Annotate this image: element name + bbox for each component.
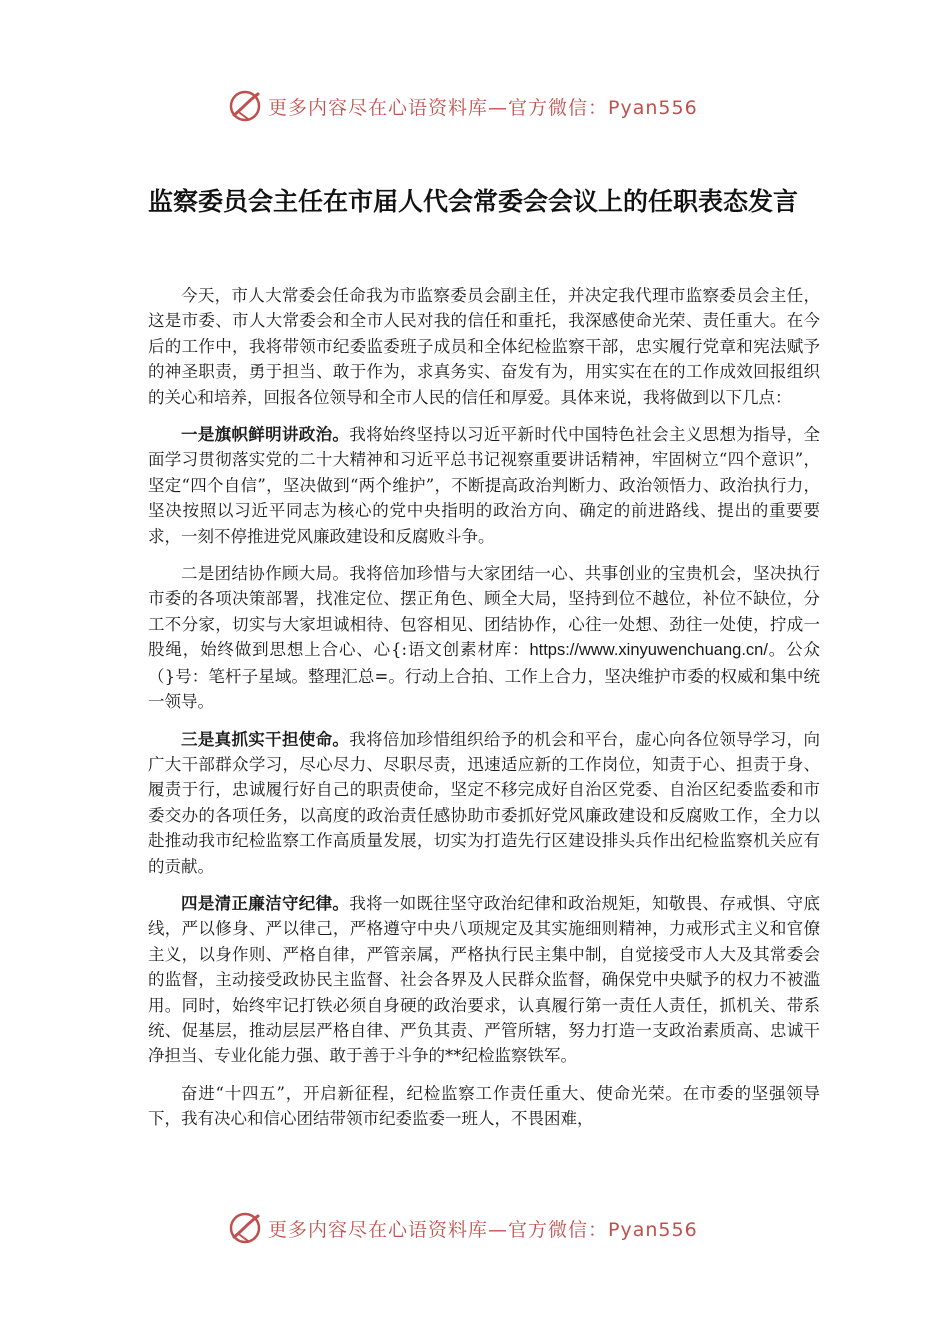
logo-icon xyxy=(228,89,262,123)
point-heading: 一是旗帜鲜明讲政治。 xyxy=(181,425,350,445)
paragraph-point-1: 一是旗帜鲜明讲政治。我将始终坚持以习近平新时代中国特色社会主义思想为指导，全面学习贯彻落实党的二十大精神和习近平总书记视察重要讲话精神，牢固树立“四个意识”，坚定“四个自信”，坚决做到“两个维护”，不断提高政治判断力、政治领悟力、政治执行力，坚决按照以习近平同志为核心的党中央指明的政治方向、确定的前进路线、提出的重要要求，一刻不停推进党风廉政建设和反腐败斗争。 xyxy=(148,425,821,546)
paragraph-intro: 今天，市人大常委会任命我为市监察委员会副主任，并决定我代理市监察委员会主任，这是市委、市人大常委会和全市人民对我的信任和重托，我深感使命光荣、责任重大。在今后的工作中，我将带领市纪委监委班子成员和全体纪检监察干部，忠实履行党章和宪法赋予的神圣职责，勇于担当、敢于作为，求真务实、奋发有为，用实实在在的工作成效回报组织的关心和培养，回报各位领导和全市人民的信任和厚爱。具体来说，我将做到以下几点： xyxy=(148,286,820,407)
point-heading: 四是清正廉洁守纪律。 xyxy=(181,893,350,913)
banner-text: 更多内容尽在心语资料库—官方微信：Pyan556 xyxy=(268,1218,698,1241)
page-title: 监察委员会主任在市届人代会常委会会议上的任职表态发言 xyxy=(148,187,799,216)
paragraph-point-4: 四是清正廉洁守纪律。我将一如既往坚守政治纪律和政治规矩，知敬畏、存戒惧、守底线，严以修身、严以律己，严格遵守中央八项规定及其实施细则精神，力戒形式主义和官僚主义，以身作则、严格自律，严管亲属，严格执行民主集中制，自觉接受市人大及其常委会的监督，主动接受政协民主监督、社会各界及人民群众监督，确保党中央赋予的权力不被滥用。同时，始终牢记打铁必须自身硬的政治要求，认真履行第一责任人责任，抓机关、带系统、促基层，推动层层严格自律、严负其责、严管所辖，努力打造一支政治素质高、忠诚干净担当、专业化能力强、敢于善于斗争的**纪检监察铁军。 xyxy=(148,893,821,1066)
banner-text: 更多内容尽在心语资料库—官方微信：Pyan556 xyxy=(268,96,698,119)
header-banner xyxy=(228,86,698,126)
document-body xyxy=(148,283,820,1144)
footer-banner xyxy=(228,1208,698,1248)
paragraph-point-3: 三是真抓实干担使命。我将倍加珍惜组织给予的机会和平台，虚心向各位领导学习，向广大干部群众学习，尽心尽力、尽职尽责，迅速适应新的工作岗位，知责于心、担责于身、履责于行，忠诚履行好自己的职责使命，坚定不移完成好自治区党委、自治区纪委监委和市委交办的各项任务，以高度的政治责任感协助市委抓好党风廉政建设和反腐败工作，全力以赴推动我市纪检监察工作高质量发展，切实为打造先行区建设排头兵作出纪检监察机关应有的贡献。 xyxy=(148,729,821,876)
paragraph-closing: 奋进“十四五”，开启新征程，纪检监察工作责任重大、使命光荣。在市委的坚强领导下，我有决心和信心团结带领市纪委监委一班人，不畏困难， xyxy=(148,1083,820,1129)
logo-icon xyxy=(228,1211,262,1245)
point-heading: 三是真抓实干担使命。 xyxy=(181,729,350,749)
paragraph-point-2: 二是团结协作顾大局。我将倍加珍惜与大家团结一心、共事创业的宝贵机会，坚决执行市委的各项决策部署，找准定位、摆正角色、顾全大局，坚持到位不越位，补位不缺位，分工不分家，切实与大家坦诚相待、包容相见、团结协作，心往一处想、劲往一处使，拧成一股绳，始终做到思想上合心、心{:语文创素材库：https://www.xinyuwenchuang.cn/。公众（}号：笔杆子星域。整理汇总=。行动上合拍、工作上合力，坚决维护市委的权威和集中统一领导。 xyxy=(148,564,820,712)
source-url: https://www.xinyuwenchuang.cn/ xyxy=(529,641,768,660)
